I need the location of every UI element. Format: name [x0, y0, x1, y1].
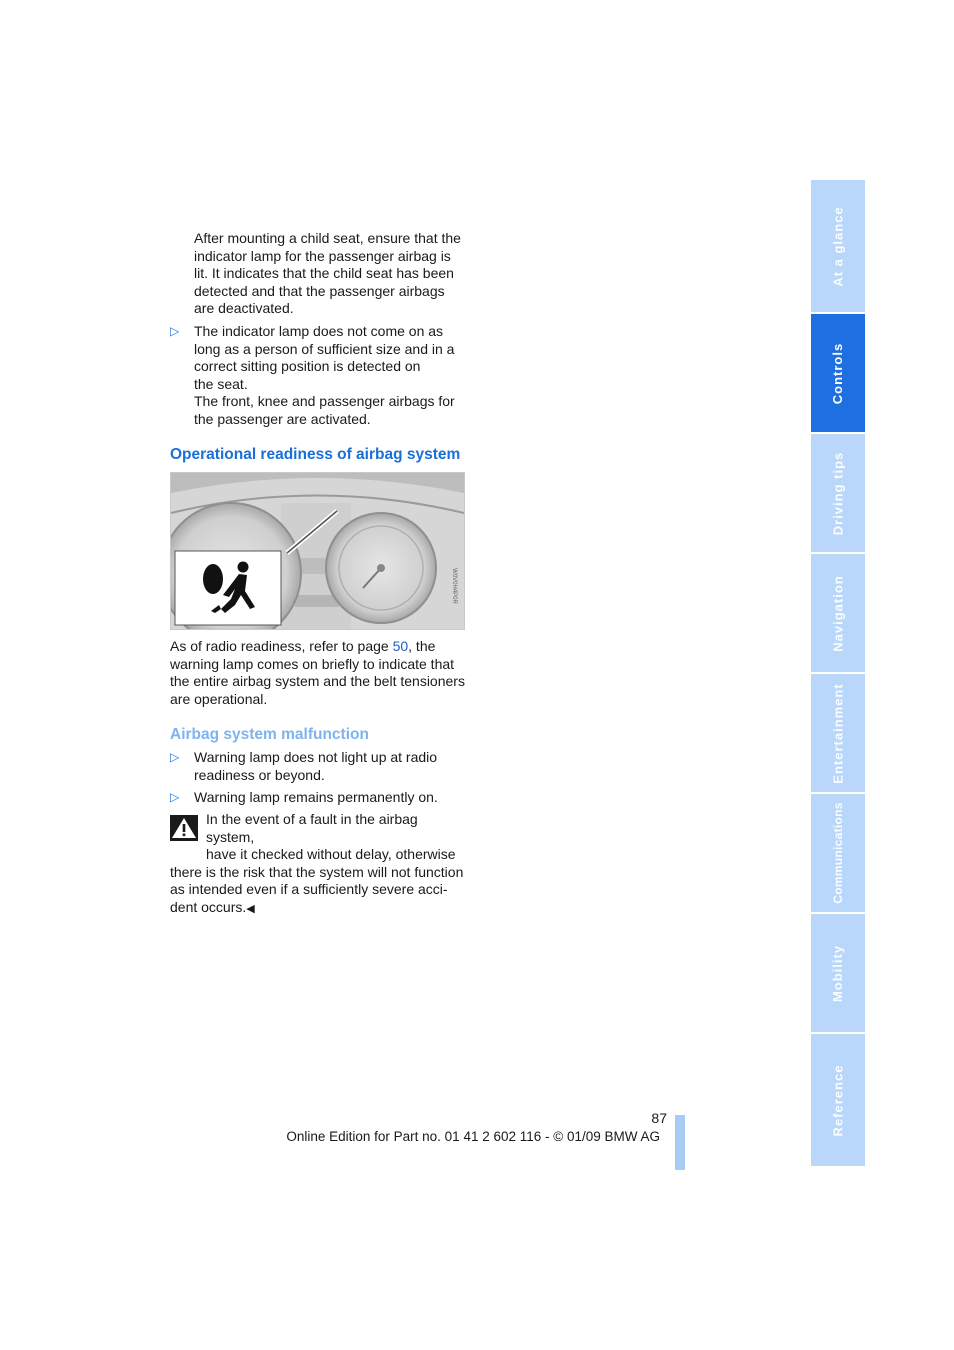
instrument-cluster-illustration — [171, 473, 464, 629]
tab-at-a-glance[interactable] — [811, 180, 865, 312]
bullet-line: correct sitting position is detected on — [194, 358, 421, 375]
figure-code: W0V0H4P0R — [451, 568, 458, 604]
section-heading-airbag-malfunction: Airbag system malfunction — [170, 726, 369, 743]
bullet-no-light — [170, 749, 466, 785]
para-text-before-link: As of radio readiness, refer to page — [170, 638, 393, 654]
tab-reference[interactable] — [811, 1034, 865, 1166]
tab-navigation[interactable] — [811, 554, 865, 672]
bullet-text — [194, 749, 466, 784]
bullet-line: the passenger are activated. — [194, 410, 371, 427]
page-number: 87 — [651, 1110, 667, 1126]
tab-label: Navigation — [830, 574, 846, 652]
page-50-link[interactable]: 50 — [392, 638, 409, 654]
bullet-permanently-on — [170, 789, 466, 807]
warning-line: dent occurs. — [170, 898, 247, 915]
tab-mobility[interactable] — [811, 914, 865, 1032]
tab-label: Controls — [830, 342, 846, 404]
para-text-after-link: , the — [408, 638, 436, 654]
bullet-marker-icon: ▷ — [170, 790, 180, 804]
instrument-cluster-figure — [170, 472, 465, 630]
bullet-line: the seat. — [194, 375, 248, 392]
bullet-line: The indicator lamp does not come on as — [194, 323, 444, 339]
bullet-line: readiness or beyond. — [194, 766, 325, 783]
tab-communications[interactable] — [811, 794, 865, 912]
bullet-line: long as a person of sufficient size and in a — [194, 340, 455, 357]
tab-label: Communications — [831, 802, 846, 904]
tab-label: Reference — [830, 1064, 846, 1136]
bullet-child-seat — [170, 323, 466, 433]
warning-line: have it checked without delay, otherwise — [206, 846, 456, 863]
warning-last-line — [170, 899, 466, 919]
bullet-line: The front, knee and passenger airbags for — [194, 393, 455, 410]
para-line: are operational. — [170, 690, 268, 707]
footer-accent-bar — [675, 1115, 685, 1170]
warning-paragraph — [170, 811, 466, 919]
para-line: warning lamp comes on briefly to indicate that — [170, 655, 455, 672]
end-marker-icon: ◀ — [246, 902, 255, 915]
bullet-marker-icon: ▷ — [170, 324, 180, 338]
tab-label: Entertainment — [830, 682, 846, 784]
bullet-line: Warning lamp remains permanently on. — [194, 789, 438, 805]
para-line-with-link — [170, 638, 470, 656]
para-line: the entire airbag system and the belt tensioners — [170, 673, 465, 690]
intro-paragraph-text: After mounting a child seat, ensure that the indicator lamp for the passenger airbag is lit. It indicates that the child seat has been detected and that the passenger airbags are deactivated. — [194, 230, 466, 318]
tab-label: Driving tips — [830, 451, 846, 535]
bullet-text — [194, 323, 466, 429]
warning-line: as intended even if a sufficiently severe acci- — [170, 881, 448, 898]
tab-label: At a glance — [830, 205, 846, 287]
bullet-line: Warning lamp does not light up at radio — [194, 749, 438, 765]
tab-controls[interactable] — [811, 314, 865, 432]
bullet-marker-icon: ▷ — [170, 750, 180, 764]
tab-entertainment[interactable] — [811, 674, 865, 792]
warning-line: In the event of a fault in the airbag system, — [206, 811, 418, 845]
bullet-text — [194, 789, 466, 807]
operational-readiness-paragraph — [170, 638, 470, 708]
warning-line: there is the risk that the system will not function — [170, 863, 464, 880]
section-heading-operational-readiness: Operational readiness of airbag system — [170, 446, 461, 463]
footer-edition-text: Online Edition for Part no. 01 41 2 602 116 - © 01/09 BMW AG — [286, 1129, 660, 1144]
tab-driving-tips[interactable] — [811, 434, 865, 552]
tab-label: Mobility — [830, 944, 846, 1002]
